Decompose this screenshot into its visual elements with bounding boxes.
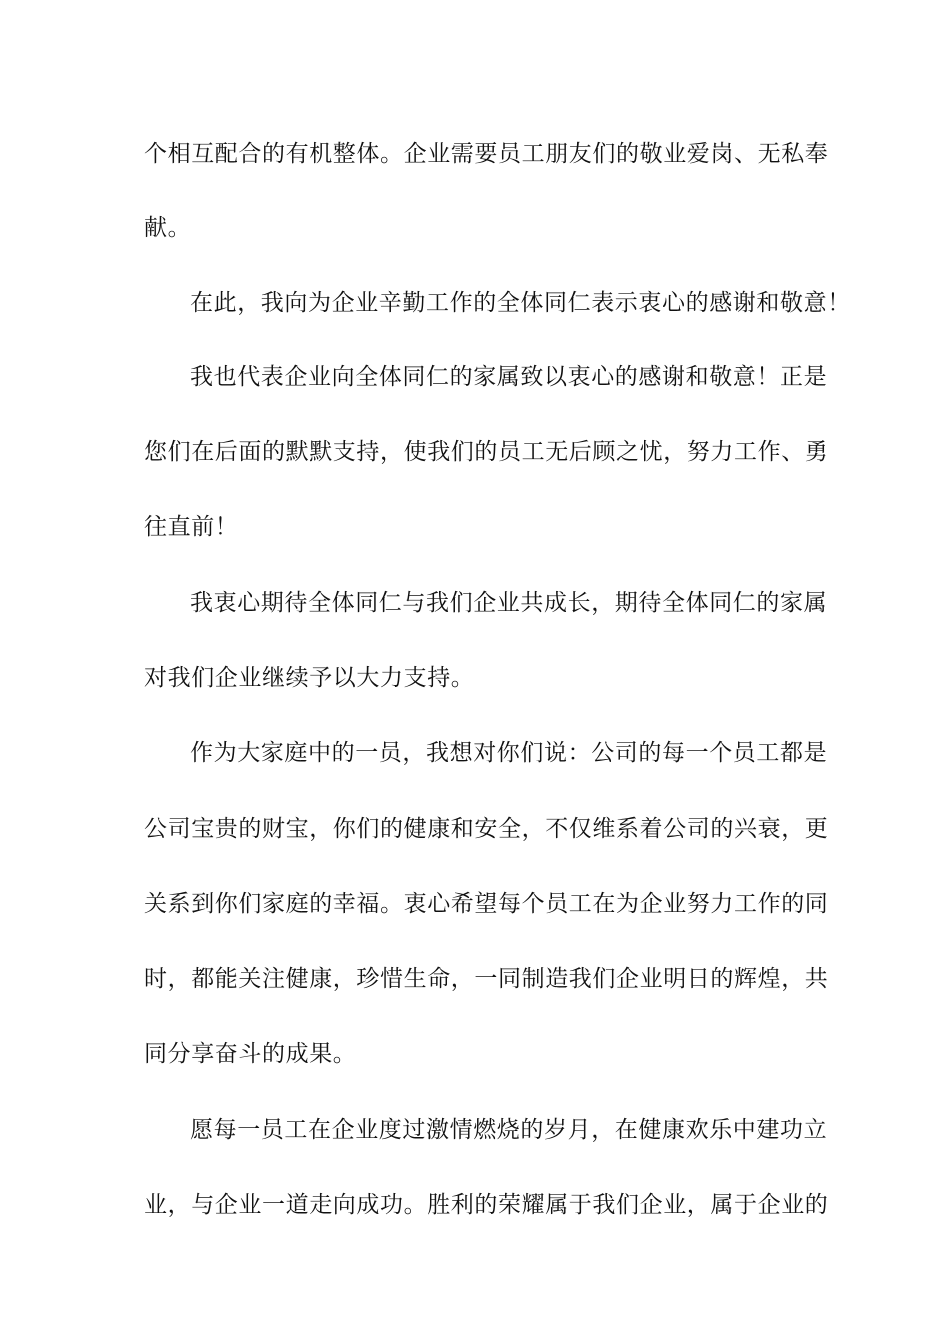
text-line: 个相互配合的有机整体。企业需要员工朋友们的敬业爱岗、无私奉: [144, 141, 829, 167]
text-line: 往直前！: [144, 514, 239, 540]
text-line: 作为大家庭中的一员，我想对你们说：公司的每一个员工都是: [190, 740, 828, 766]
text-line: 献。: [144, 215, 192, 241]
text-line: 公司宝贵的财宝，你们的健康和安全，不仅维系着公司的兴衰，更: [144, 816, 829, 842]
text-line: 对我们企业继续予以大力支持。: [144, 665, 475, 691]
text-line: 我衷心期待全体同仁与我们企业共成长，期待全体同仁的家属: [190, 590, 828, 616]
text-line: 愿每一员工在企业度过激情燃烧的岁月，在健康欢乐中建功立: [190, 1117, 828, 1143]
text-line: 您们在后面的默默支持，使我们的员工无后顾之忧，努力工作、勇: [144, 439, 829, 465]
text-line: 关系到你们家庭的幸福。衷心希望每个员工在为企业努力工作的同: [144, 891, 829, 917]
text-line: 同分享奋斗的成果。: [144, 1041, 357, 1067]
text-line: 我也代表企业向全体同仁的家属致以衷心的感谢和敬意！正是: [190, 364, 828, 390]
text-line: 业，与企业一道走向成功。胜利的荣耀属于我们企业，属于企业的: [144, 1192, 829, 1218]
text-line: 时，都能关注健康，珍惜生命，一同制造我们企业明日的辉煌，共: [144, 966, 829, 992]
text-line: 在此，我向为企业辛勤工作的全体同仁表示衷心的感谢和敬意！: [190, 290, 851, 316]
